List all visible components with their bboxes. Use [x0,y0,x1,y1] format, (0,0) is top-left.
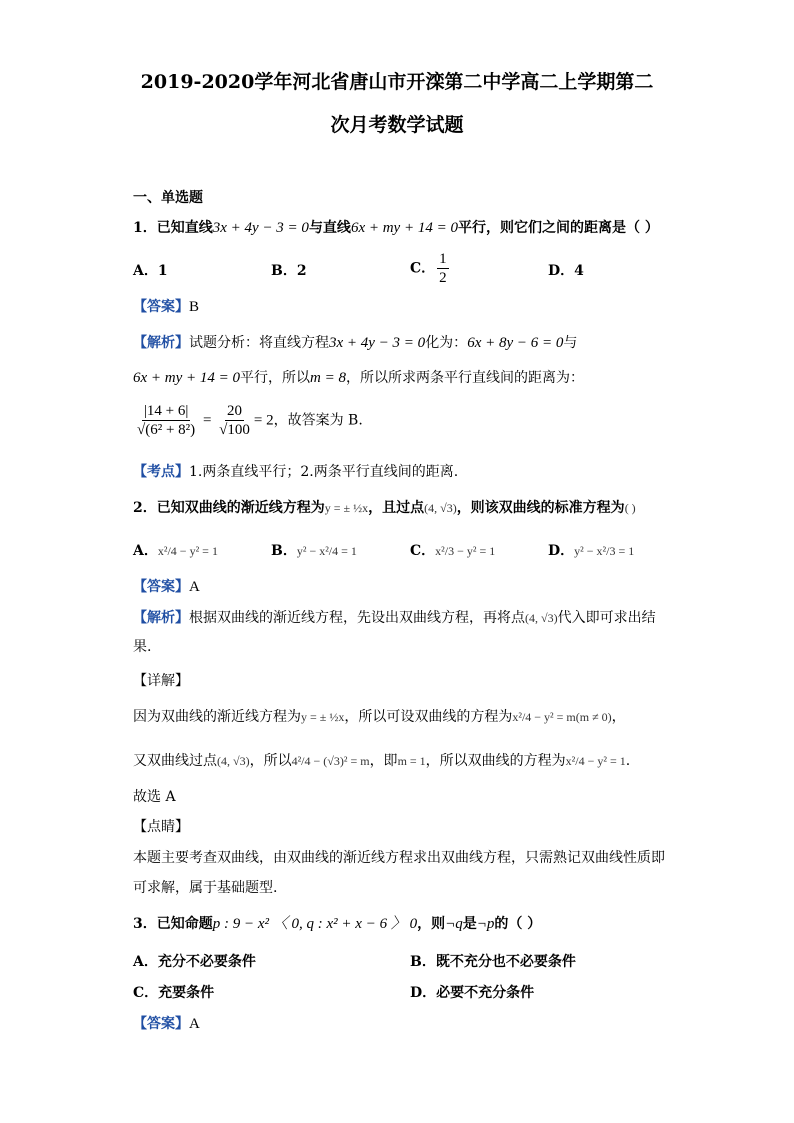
q2-stem-suffix: ，则该双曲线的标准方程为 [456,500,625,516]
q3-option-c: C．充要条件 [133,985,215,1001]
q1-stem-suffix: 平行，则它们之间的距离是（ ） [457,220,659,236]
q1-option-c-fraction [437,250,449,287]
q2-point: (4, √3) [424,501,457,515]
q1-analysis-line1 [133,333,577,353]
q1-stem [133,218,659,238]
analysis-text: 根据双曲线的渐近线方程，先设出双曲线方程，再将点 [189,610,525,626]
fraction-numerator: 1 [439,251,447,267]
analysis-tag: 【解析】 [133,335,189,351]
q2-analysis-line2: 果. [133,639,152,655]
detail-text: ， [611,709,626,725]
q2-option-d [548,541,634,561]
fraction-denominator: 2 [439,270,447,286]
analysis-text: 化为： [425,335,468,351]
q1-option-c [410,250,451,287]
q3-proposition-expr: p : 9 − x² 〈 0, q : x² + x − 6 〉 0 [212,916,418,932]
q1-option-c-label: C． [410,260,436,277]
point-tag: 【考点】 [133,464,189,480]
q2-comment-tag: 【点睛】 [133,819,189,835]
q2-detail-line2 [133,751,630,771]
analysis-point: (4, √3) [525,611,558,625]
q1-option-b: B．2 [271,263,307,279]
answer-tag: 【答案】 [133,579,189,595]
q3-neg-p: ¬p [476,916,495,932]
detail-point: (4, √3) [217,754,250,768]
detail-text: . [625,753,631,769]
q2-option-c [410,541,495,561]
analysis-equation: 6x + 8y − 6 = 0 [467,335,564,351]
detail-text: 因为双曲线的渐近线方程为 [133,709,301,725]
q3-stem-prefix: 3．已知命题 [133,916,213,932]
q1-distance-formula: $\frac{|14 + 6|}{\text{√(6² + 8²)}}$ = $\frac{20}{√100}$ = 2，故答案为 B. [137,403,363,438]
q2-asymptote-eq: y = ± ½x [324,501,369,515]
option-equation: y² − x²/3 = 1 [574,544,635,558]
q2-stem [133,498,636,518]
q3-answer-value: A [189,1016,200,1032]
q3-option-b: B．既不充分也不必要条件 [410,954,576,970]
fraction-numerator: 20 [227,403,243,419]
q3-neg-q: ¬q [445,916,463,932]
option-equation: x²/4 − y² = 1 [157,544,218,558]
option-label: C． [410,543,436,559]
q3-option-d: D．必要不充分条件 [410,985,535,1001]
analysis-text: 试题分析：将直线方程 [189,335,329,351]
answer-tag: 【答案】 [133,299,189,315]
distance-result: = 2 [253,412,274,429]
detail-text: 又双曲线过点 [133,753,217,769]
q2-choose: 故选 A [133,789,176,805]
detail-text: ，所以 [249,753,292,769]
doc-title-line2: 次月考数学试题 [330,114,464,136]
q3-stem-mid: ，则 [417,916,446,932]
q1-line2-eq: 6x + my + 14 = 0 [350,220,458,236]
section-heading: 一、单选题 [133,190,203,206]
q2-comment-line1: 本题主要考查双曲线，由双曲线的渐近线方程求出双曲线方程，只需熟记双曲线性质即 [133,850,665,866]
q2-option-a [133,541,218,561]
q1-answer [133,297,199,317]
q1-option-a: A．1 [133,263,168,279]
q2-answer [133,577,200,597]
q2-stem-prefix: 2．已知双曲线的渐近线方程为 [133,500,325,516]
option-label: A． [133,543,158,559]
q1-line1-eq: 3x + 4y − 3 = 0 [212,220,309,236]
q1-stem-prefix: 1．已知直线 [133,220,213,236]
q3-stem-suffix: 的（ ） [494,916,542,932]
fraction-denominator: √(6² + 8²) [137,422,196,438]
q1-point [133,462,458,482]
detail-text: ，即 [369,753,398,769]
distance-fraction-2 [217,402,252,439]
q2-option-b [271,541,357,561]
analysis-text: ，所以所求两条平行直线间的距离为： [345,370,584,386]
analysis-tag: 【解析】 [133,610,189,626]
analysis-text: 平行，所以 [240,370,311,386]
option-label: D． [548,543,575,559]
doc-title-line1: 2019-2020学年河北省唐山市开滦第二中学高二上学期第二 [140,71,654,93]
q2-detail-tag: 【详解】 [133,673,189,689]
q2-comment-line2: 可求解，属于基础题型. [133,880,278,896]
q2-analysis-line1 [133,608,656,628]
fraction-numerator: |14 + 6| [143,403,189,419]
distance-suffix: ，故答案为 B. [273,412,363,429]
q2-stem-mid: ，且过点 [368,500,425,516]
point-text: 1.两条直线平行；2.两条平行直线间的距离. [189,464,459,480]
detail-text: ，所以可设双曲线的方程为 [344,709,513,725]
detail-text: ，所以双曲线的方程为 [425,753,566,769]
detail-equation: y = ± ½x [301,710,345,724]
option-equation: x²/3 − y² = 1 [435,544,496,558]
q1-stem-mid: 与直线 [308,220,351,236]
detail-equation: x²/4 − y² = 1 [565,754,626,768]
q3-stem [133,914,541,934]
q3-stem-mid2: 是 [462,916,477,932]
analysis-text: 代入即可求出结 [557,610,656,626]
q1-option-d: D．4 [548,263,584,279]
detail-equation: m = 1 [397,754,426,768]
q2-detail-line1 [133,707,626,727]
q3-option-a: A．充分不必要条件 [133,954,256,970]
option-label: B． [271,543,297,559]
analysis-equation: m = 8 [310,370,346,386]
q1-answer-value: B [189,299,200,315]
detail-equation: x²/4 − y² = m(m ≠ 0) [512,710,612,724]
analysis-equation: 3x + 4y − 3 = 0 [329,335,426,351]
q1-analysis-line2 [133,368,584,388]
detail-equation: 4²/4 − (√3)² = m [291,754,370,768]
q2-stem-paren: ( ) [624,501,636,515]
analysis-equation: 6x + my + 14 = 0 [133,370,241,386]
answer-tag: 【答案】 [133,1016,189,1032]
q2-answer-value: A [189,579,200,595]
analysis-text: 与 [563,335,578,351]
distance-fraction-1 [135,402,197,439]
fraction-denominator: √100 [219,422,250,438]
option-equation: y² − x²/4 = 1 [296,544,357,558]
q3-answer [133,1014,200,1034]
